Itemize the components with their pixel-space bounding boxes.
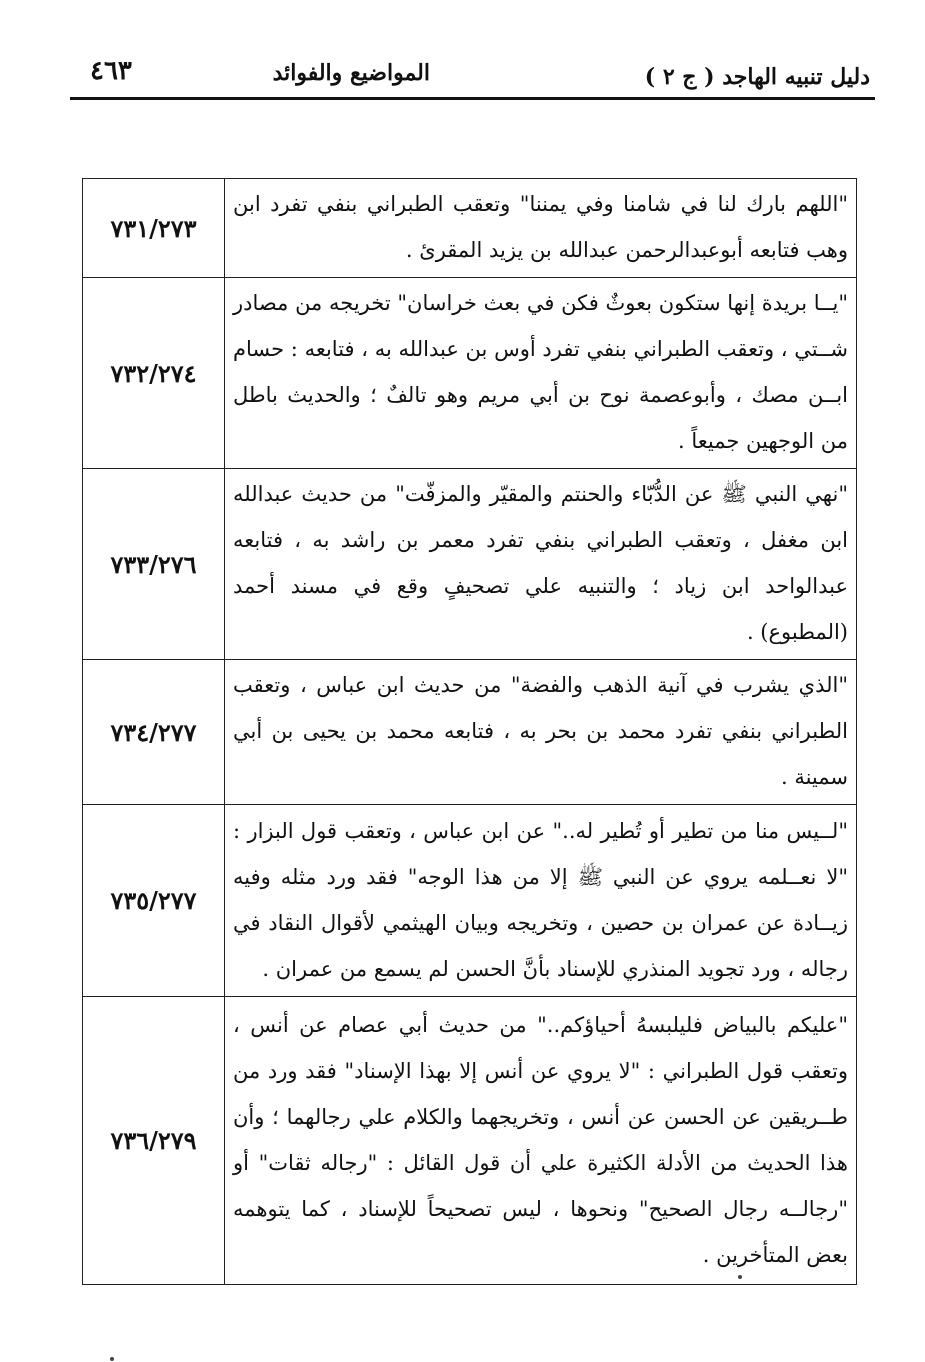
index-table [82,178,857,1285]
table-row [83,805,857,997]
entry-reference: ٧٣١/٢٧٣ [83,179,225,278]
entry-reference: ٧٣٤/٢٧٧ [83,660,225,805]
page-number: ٤٦٣ [90,56,132,86]
section-title: المواضيع والفوائد [272,60,430,86]
scan-speck [738,1275,742,1279]
entry-text: "يــا بريدة إنها ستكون بعوثٌ فكن في بعث خراسان" تخريجه من مصادر شــتي ، وتعقب الطبراني بنفي تفرد أوس بن عبدالله به ، فتابعه : حسام ابــن مصك ، وأبوعصمة نوح بن أبي مريم وهو تالفٌ ؛ والحديث باطل من الوجهين جميعاً . [225,278,857,469]
table-row [83,660,857,805]
running-title: دليل تنبيه الهاجد ( ج ٢ ) [644,64,870,90]
page-header [70,52,870,102]
entry-reference: ٧٣٢/٢٧٤ [83,278,225,469]
entry-text: "نهي النبي ﷺ عن الدُّبّاء والحنتم والمقيّر والمزفّت" من حديث عبدالله ابن مغفل ، وتعقب الطبراني بنفي تفرد معمر بن راشد به ، فتابعه عبدالواحد ابن زياد ؛ والتنبيه علي تصحيفٍ وقع في مسند أحمد (المطبوع) . [225,469,857,660]
table-row [83,179,857,278]
table-row [83,997,857,1285]
entry-reference: ٧٣٦/٢٧٩ [83,997,225,1285]
entry-text: "الذي يشرب في آنية الذهب والفضة" من حديث ابن عباس ، وتعقب الطبراني بنفي تفرد محمد بن بحر به ، فتابعه محمد بن يحيى بن أبي سمينة . [225,660,857,805]
scan-speck [110,1357,114,1361]
entry-text: "عليكم بالبياض فليلبسهُ أحياؤكم.." من حديث أبي عصام عن أنس ، وتعقب قول الطبراني : "لا يروي عن أنس إلا بهذا الإسناد" فقد ورد من طــريقين عن الحسن عن أنس ، وتخريجهما والكلام علي رجالهما ؛ وأن هذا الحديث من الأدلة الكثيرة علي أن قول القائل : "رجاله ثقات" أو "رجالــه رجال الصحيح" ونحوها ، ليس تصحيحاً للإسناد ، كما يتوهمه بعض المتأخرين . [225,997,857,1285]
table-row [83,469,857,660]
entry-text: "لــيس منا من تطير أو تُطير له.." عن ابن عباس ، وتعقب قول البزار : "لا نعــلمه يروي عن النبي ﷺ إلا من هذا الوجه" فقد ورد مثله وفيه زيــادة عن عمران بن حصين ، وتخريجه وبيان الهيثمي لأقوال النقاد في رجاله ، ورد تجويد المنذري للإسناد بأنَّ الحسن لم يسمع من عمران . [225,805,857,997]
entry-reference: ٧٣٥/٢٧٧ [83,805,225,997]
table-row [83,278,857,469]
entry-text: "اللهم بارك لنا في شامنا وفي يمننا" وتعقب الطبراني بنفي تفرد ابن وهب فتابعه أبوعبدالرحمن عبدالله بن يزيد المقرئ . [225,179,857,278]
entry-reference: ٧٣٣/٢٧٦ [83,469,225,660]
header-rule [70,97,875,100]
